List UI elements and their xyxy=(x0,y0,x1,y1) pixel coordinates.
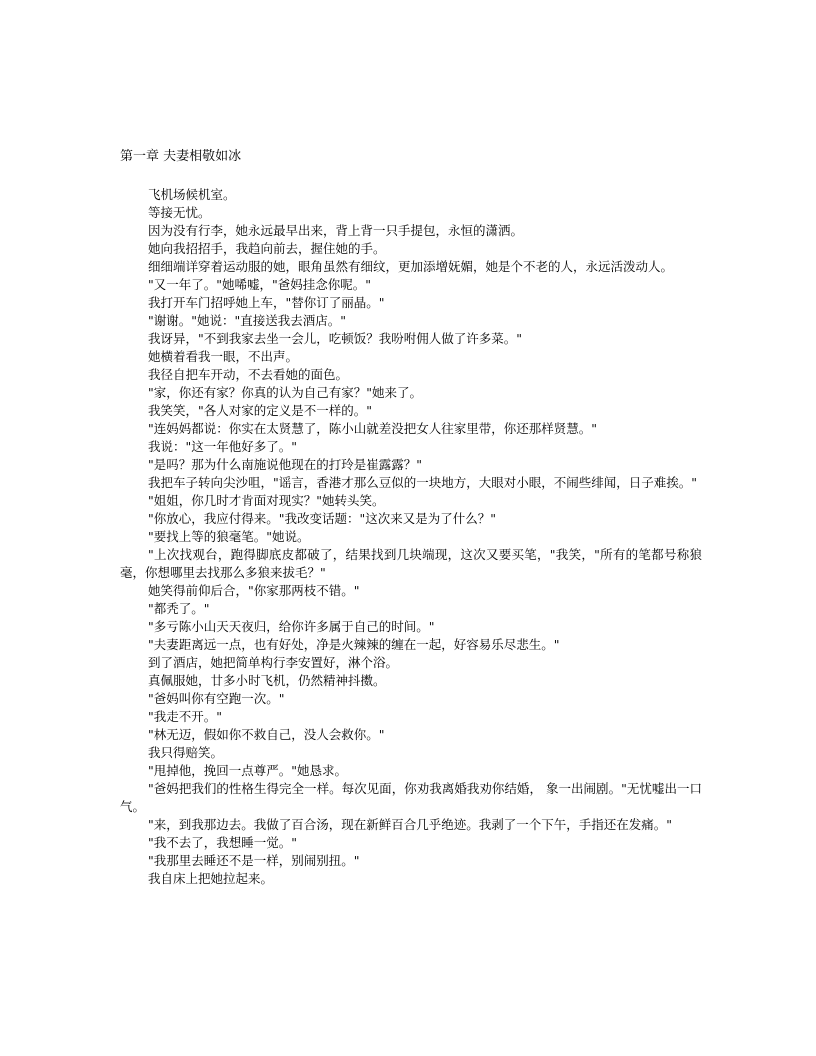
paragraph: 因为没有行李，她永远最早出来，背上背一只手提包，永恒的潇洒。 xyxy=(148,223,524,238)
paragraph: "我走不开。" xyxy=(148,709,222,724)
paragraph: "来，到我那边去。我做了百合汤，现在新鲜百合几乎绝迹。我剥了一个下午，手指还在发痛。" xyxy=(148,817,673,832)
paragraph: 我打开车门招呼她上车，"替你订了丽晶。" xyxy=(148,295,385,310)
paragraph: "都秃了。" xyxy=(148,601,210,616)
paragraph: 我讶异，"不到我家去坐一会儿，吃顿饭？我吩咐佣人做了许多菜。" xyxy=(148,331,523,346)
paragraph: 等接无忧。 xyxy=(148,205,211,220)
paragraph: 到了酒店，她把简单构行李安置好，淋个浴。 xyxy=(148,655,399,670)
paragraph: 我径自把车开动，不去看她的面色。 xyxy=(148,367,349,382)
paragraph: "我那里去睡还不是一样，别闹别扭。" xyxy=(148,853,360,868)
paragraph: "你放心，我应付得来。"我改变话题："这次来又是为了什么？" xyxy=(148,511,496,526)
chapter-title: 第一章 夫妻相敬如冰 xyxy=(120,149,242,164)
paragraph: "是吗？那为什么南施说他现在的打玲是崔露露？" xyxy=(148,457,422,472)
paragraph: 她向我招招手，我趋向前去，握住她的手。 xyxy=(148,241,386,256)
paragraph: 飞机场候机室。 xyxy=(148,187,236,202)
paragraph: 我笑笑，"各人对家的定义是不一样的。" xyxy=(148,403,372,418)
chapter-body xyxy=(120,186,702,888)
paragraph: "家，你还有家？你真的认为自己有家？"她来了。 xyxy=(148,385,422,400)
paragraph: 我只得赔笑。 xyxy=(148,745,224,760)
paragraph: 细细端详穿着运动服的她，眼角虽然有细纹，更加添增妩媚，她是个不老的人，永远活泼动人。 xyxy=(148,259,674,274)
paragraph: "上次找观台，跑得脚底皮都破了，结果找到几块端现，这次又要买笔，"我笑，"所有的笔都号称狼毫，你想哪里去找那么多狼来拔毛？" xyxy=(120,547,702,580)
paragraph: "甩掉他，挽回一点尊严。"她恳求。 xyxy=(148,763,347,778)
paragraph: "要找上等的狼毫笔。"她说。 xyxy=(148,529,310,544)
paragraph: "爸妈把我们的性格生得完全一样。每次见面，你劝我离婚我劝你结婚， 象一出闹剧。"无忧嘘出一口气。 xyxy=(120,781,702,814)
paragraph: "连妈妈都说：你实在太贤慧了，陈小山就差没把女人往家里带，你还那样贤慧。" xyxy=(148,421,598,436)
paragraph: 她横着看我一眼，不出声。 xyxy=(148,349,299,364)
paragraph: "夫妻距离远一点，也有好处，净是火辣辣的缠在一起，好容易乐尽悲生。" xyxy=(148,637,560,652)
paragraph: "又一年了。"她唏嘘，"爸妈挂念你呢。" xyxy=(148,277,371,292)
paragraph: 我说："这一年他好多了。" xyxy=(148,439,297,454)
paragraph: "谢谢。"她说："直接送我去酒店。" xyxy=(148,313,346,328)
paragraph: "爸妈叫你有空跑一次。" xyxy=(148,691,285,706)
paragraph: 她笑得前仰后合，"你家那两枝不错。" xyxy=(148,583,360,598)
paragraph: "林无迈，假如你不救自己，没人会救你。" xyxy=(148,727,385,742)
paragraph: 我自床上把她拉起来。 xyxy=(148,871,274,886)
paragraph: "我不去了，我想睡一觉。" xyxy=(148,835,297,850)
paragraph: "多亏陈小山天天夜归，给你许多属于自己的时间。" xyxy=(148,619,435,634)
paragraph: 我把车子转向尖沙咀，"谣言，香港才那么豆似的一块地方，大眼对小眼，不闹些绯闻，日子难挨。" xyxy=(148,475,698,490)
paragraph: 真佩服她，廿多小时飞机，仍然精神抖擞。 xyxy=(148,673,386,688)
paragraph: "姐姐，你几时才肯面对现实？"她转头笑。 xyxy=(148,493,385,508)
